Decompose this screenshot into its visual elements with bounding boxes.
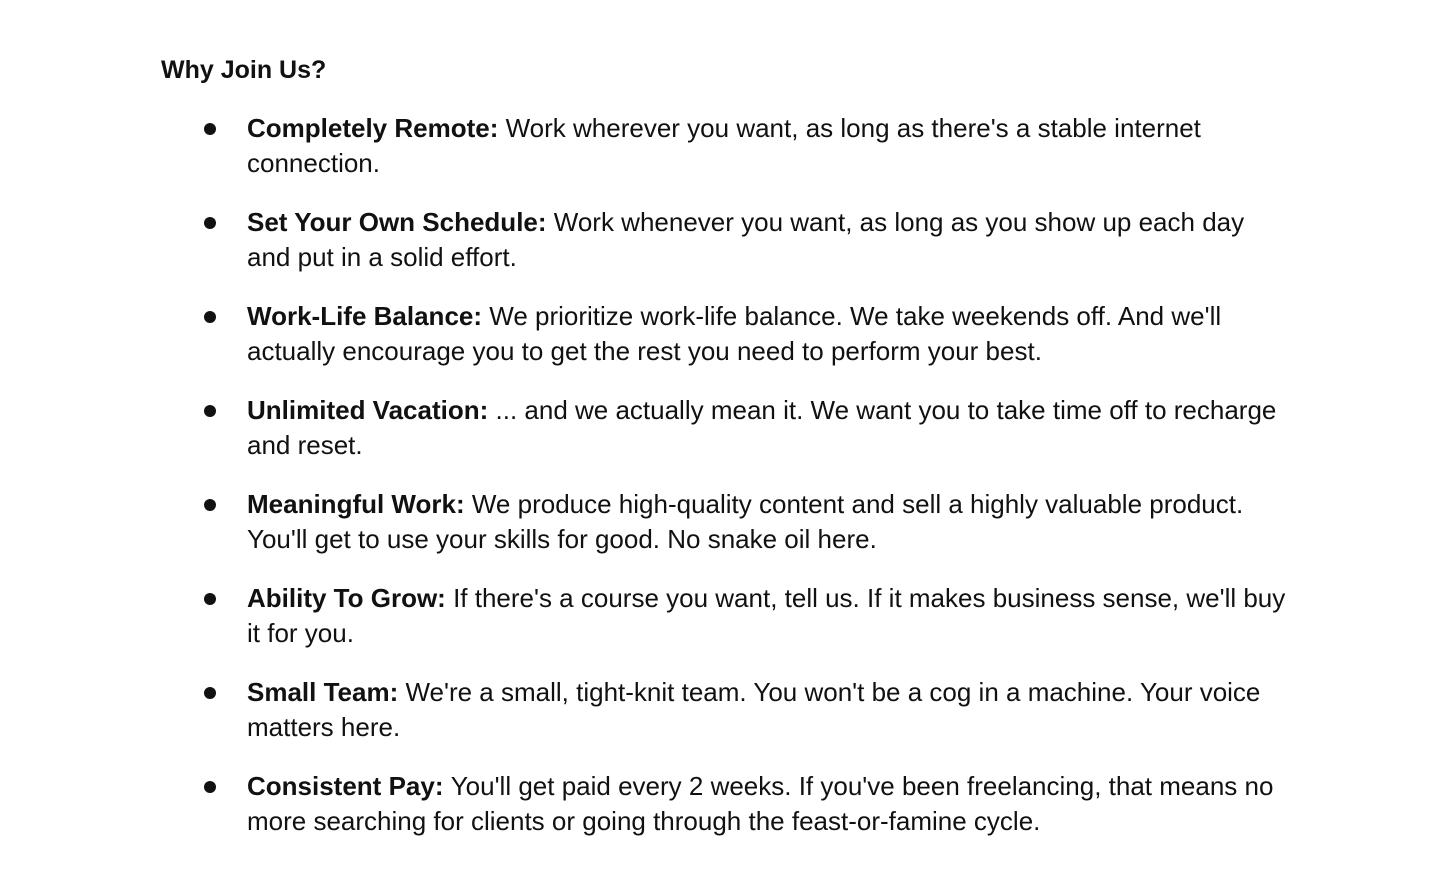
benefit-title: Work-Life Balance: bbox=[247, 301, 490, 331]
benefit-text: Work whenever you want, as long as you show up each day and put in a solid effort. bbox=[247, 207, 1245, 272]
benefit-title: Meaningful Work: bbox=[247, 489, 472, 519]
benefit-title: Set Your Own Schedule: bbox=[247, 207, 554, 237]
benefit-item-vacation bbox=[161, 393, 1291, 463]
bullet-icon bbox=[204, 311, 216, 323]
benefit-text: We prioritize work-life balance. We take weekends off. And we'll actually encourage you to get the rest you need to perform your best. bbox=[247, 301, 1222, 366]
bullet-icon bbox=[204, 499, 216, 511]
benefit-text: You'll get paid every 2 weeks. If you've been freelancing, that means no more searching for clients or going through the feast-or-famine cycle. bbox=[247, 771, 1274, 836]
bullet-icon bbox=[204, 405, 216, 417]
bullet-icon bbox=[204, 593, 216, 605]
bullet-icon bbox=[204, 687, 216, 699]
benefit-title: Small Team: bbox=[247, 677, 406, 707]
section-heading: Why Join Us? bbox=[161, 56, 327, 84]
benefit-title: Unlimited Vacation: bbox=[247, 395, 496, 425]
benefit-text: We produce high-quality content and sell a highly valuable product. You'll get to use your skills for good. No snake oil here. bbox=[247, 489, 1244, 554]
benefit-item-grow bbox=[161, 581, 1291, 651]
benefit-title: Completely Remote: bbox=[247, 113, 506, 143]
bullet-icon bbox=[204, 123, 216, 135]
benefit-title: Ability To Grow: bbox=[247, 583, 454, 613]
benefit-title: Consistent Pay: bbox=[247, 771, 451, 801]
benefit-item-schedule bbox=[161, 205, 1291, 275]
why-join-us-section bbox=[161, 52, 1291, 863]
benefits-list bbox=[161, 111, 1291, 839]
bullet-icon bbox=[204, 781, 216, 793]
benefit-item-remote bbox=[161, 111, 1291, 181]
benefit-item-small-team bbox=[161, 675, 1291, 745]
benefit-item-meaningful-work bbox=[161, 487, 1291, 557]
benefit-text: ... and we actually mean it. We want you to take time off to recharge and reset. bbox=[247, 395, 1277, 460]
benefit-text: We're a small, tight-knit team. You won't be a cog in a machine. Your voice matters here. bbox=[247, 677, 1261, 742]
benefit-item-pay bbox=[161, 769, 1291, 839]
bullet-icon bbox=[204, 217, 216, 229]
benefit-text: If there's a course you want, tell us. If it makes business sense, we'll buy it for you. bbox=[247, 583, 1286, 648]
benefit-item-work-life-balance bbox=[161, 299, 1291, 369]
benefit-text: Work wherever you want, as long as there's a stable internet connection. bbox=[247, 113, 1201, 178]
